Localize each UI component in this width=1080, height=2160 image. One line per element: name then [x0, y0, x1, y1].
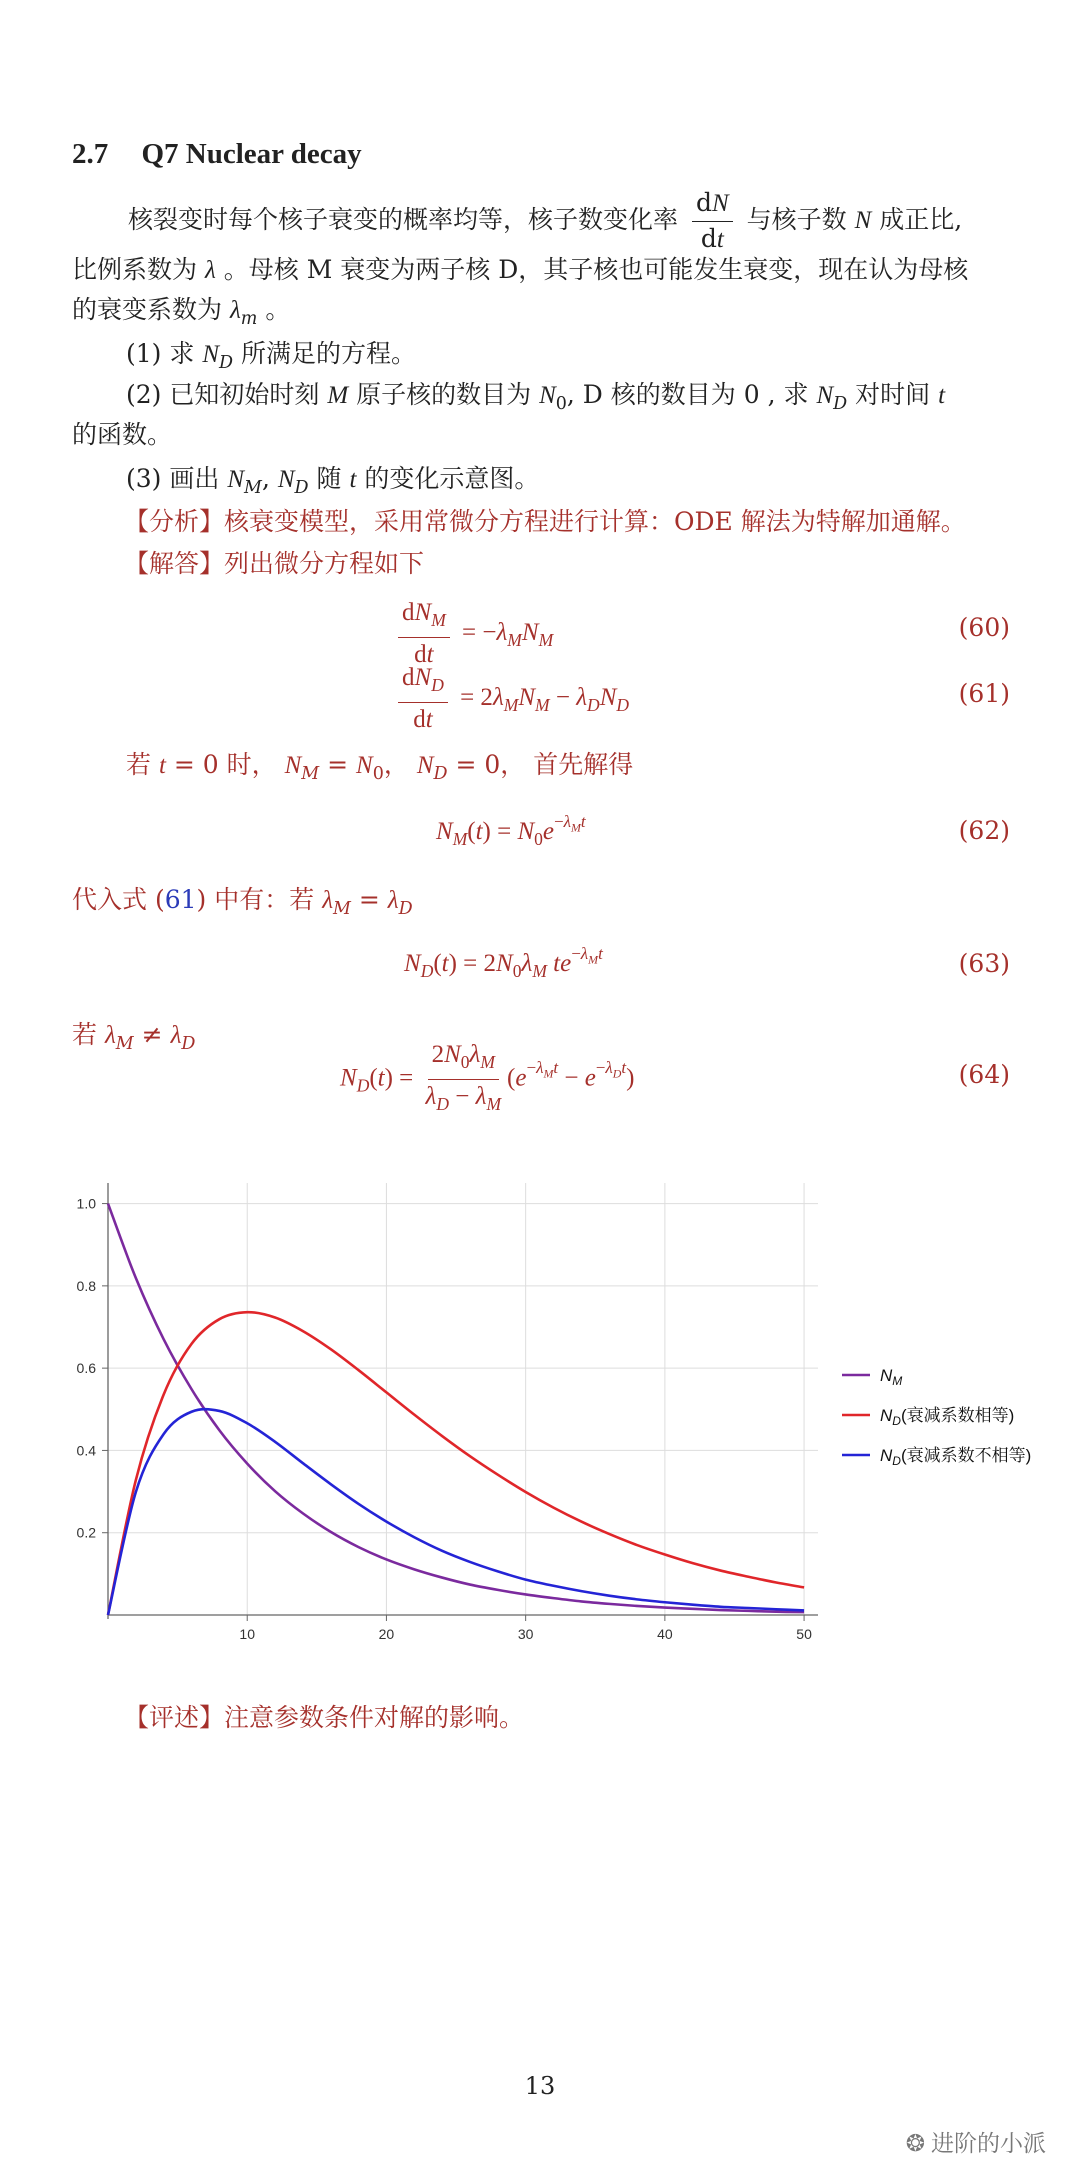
- q3-text-c: 的变化示意图。: [364, 464, 540, 493]
- wechat-icon: ❂: [905, 2130, 925, 2156]
- decay-chart: [60, 1175, 1060, 1655]
- x-tick-label: 50: [796, 1626, 812, 1642]
- answer-line: [124, 544, 424, 584]
- intro-text-3a: 的衰变系数为: [72, 295, 223, 324]
- rate-fraction: $\frac{dN}{dt}$: [692, 188, 733, 255]
- initial-condition: 若 t = 0 时， $N_M = N_0$， $N_D = 0$， 首先解得: [126, 750, 634, 785]
- equation-64: $N_D(t)$ = $\frac{2N_0\lambda_M}{\lambda_D - \lambda_M}$ $(e^{-\lambda_Mt} - e^{-\lambda_Dt})$: [340, 1041, 635, 1115]
- y-tick-label: 1.0: [76, 1195, 96, 1212]
- equation-61: $\frac{dN_D}{dt}$ = $2\lambda_MN_M - \lambda_DN_D$: [392, 663, 629, 735]
- q2-text-c: , D 核的数目为 0 , 求: [566, 380, 809, 409]
- legend-label-1: $N_D$(衰减系数相等): [880, 1406, 1015, 1428]
- init-text-b: 时，: [226, 750, 277, 779]
- q2-text-d: 对时间: [855, 380, 931, 409]
- q2-text-e: 的函数。: [72, 420, 173, 449]
- intro-text-2a: 比例系数为: [72, 255, 198, 284]
- x-tick-label: 10: [239, 1626, 256, 1642]
- decay-chart-svg: [60, 1175, 1060, 1655]
- neq-text-a: 若: [72, 1020, 98, 1049]
- q3-text-b: 随: [316, 464, 342, 493]
- legend-label-2: $N_D$(衰减系数不相等): [880, 1446, 1032, 1468]
- eq-ref-link[interactable]: 61: [164, 885, 197, 914]
- x-tick-label: 40: [657, 1626, 673, 1642]
- section-heading: Q7 Nuclear decay: [141, 138, 362, 170]
- question-1: (1) 求 $N_D$ 所满足的方程。: [126, 339, 417, 374]
- answer-tag: 【解答】: [124, 549, 225, 578]
- sub-text-a: 代入式: [72, 885, 148, 914]
- eq-number-64: (64): [958, 1060, 1010, 1089]
- q1-text-a: (1) 求: [126, 339, 195, 368]
- substitution-line: 代入式 (61) 中有：若 $\lambda_M = \lambda_D$: [72, 885, 413, 920]
- section-number: 2.7: [72, 138, 109, 170]
- y-tick-label: 0.6: [76, 1360, 96, 1377]
- series-line-2: [108, 1409, 804, 1615]
- intro-text-3b: 。: [265, 295, 291, 324]
- intro-line-3: 的衰变系数为 $\lambda_m$ 。: [72, 295, 291, 330]
- intro-text-1b: 与核子数: [746, 205, 847, 234]
- analysis-text: 核衰变模型，采用常微分方程进行计算：ODE 解法为特解加通解。: [224, 507, 966, 536]
- init-text-c: 首先解得: [533, 750, 634, 779]
- y-tick-label: 0.2: [76, 1524, 96, 1541]
- section-title: [72, 138, 362, 171]
- q2-text-b: 原子核的数目为: [356, 380, 532, 409]
- eq-number-61: (61): [958, 679, 1010, 708]
- x-tick-label: 20: [378, 1626, 395, 1642]
- watermark: [906, 2125, 1046, 2158]
- q1-text-b: 所满足的方程。: [241, 339, 417, 368]
- legend-label-0: $N_M$: [880, 1366, 903, 1388]
- not-equal-line: 若 $\lambda_M \ne \lambda_D$: [72, 1020, 196, 1055]
- y-tick-label: 0.4: [76, 1442, 96, 1459]
- eq-number-60: (60): [958, 613, 1010, 642]
- series-line-1: [108, 1312, 804, 1615]
- analysis-tag: 【分析】: [124, 507, 225, 536]
- intro-text-1c: 成正比,: [879, 205, 963, 234]
- eq-number-63: (63): [958, 949, 1010, 978]
- q2-text-a: (2) 已知初始时刻: [126, 380, 320, 409]
- answer-text: 列出微分方程如下: [224, 549, 425, 578]
- page-number: 13: [524, 2072, 556, 2100]
- eq-number-62: (62): [958, 816, 1010, 845]
- sub-text-b: 中有：若: [214, 885, 315, 914]
- review-text: 注意参数条件对解的影响。: [224, 1703, 525, 1732]
- init-text-a: 若: [126, 750, 152, 779]
- equation-60: $\frac{dN_M}{dt}$ = $-\lambda_MN_M$: [392, 598, 553, 670]
- series-line-0: [108, 1204, 804, 1613]
- equation-63: $N_D(t) = 2N_0\lambda_M$ $te^{-\lambda_Mt}$: [404, 944, 603, 982]
- intro-line-1: 核裂变时每个核子衰变的概率均等，核子数变化率 $\frac{dN}{dt}$ 与核子数 N 成正比,: [128, 188, 963, 253]
- question-2: (2) 已知初始时刻 M 原子核的数目为 $N_0$, D 核的数目为 0 , 求 $N_D$ 对时间 t: [126, 380, 946, 415]
- intro-line-2: 比例系数为 λ 。母核 M 衰变为两子核 D，其子核也可能发生衰变，现在认为母核: [72, 255, 969, 284]
- review-line: [124, 1698, 524, 1738]
- watermark-text: 进阶的小派: [931, 2130, 1046, 2156]
- review-tag: 【评述】: [124, 1703, 225, 1732]
- y-tick-label: 0.8: [76, 1277, 96, 1294]
- intro-text-2b: 。母核 M 衰变为两子核 D，其子核也可能发生衰变，现在认为母核: [223, 255, 969, 284]
- question-2-cont: [72, 415, 172, 455]
- question-3: (3) 画出 $N_M$, $N_D$ 随 t 的变化示意图。: [126, 464, 540, 499]
- intro-text-1a: 核裂变时每个核子衰变的概率均等，核子数变化率: [128, 205, 679, 234]
- q3-text-a: (3) 画出: [126, 464, 220, 493]
- analysis-line: [124, 502, 966, 542]
- x-tick-label: 30: [517, 1626, 534, 1642]
- equation-62: $N_M(t) = N_0e^{-\lambda_Mt}$: [436, 812, 586, 850]
